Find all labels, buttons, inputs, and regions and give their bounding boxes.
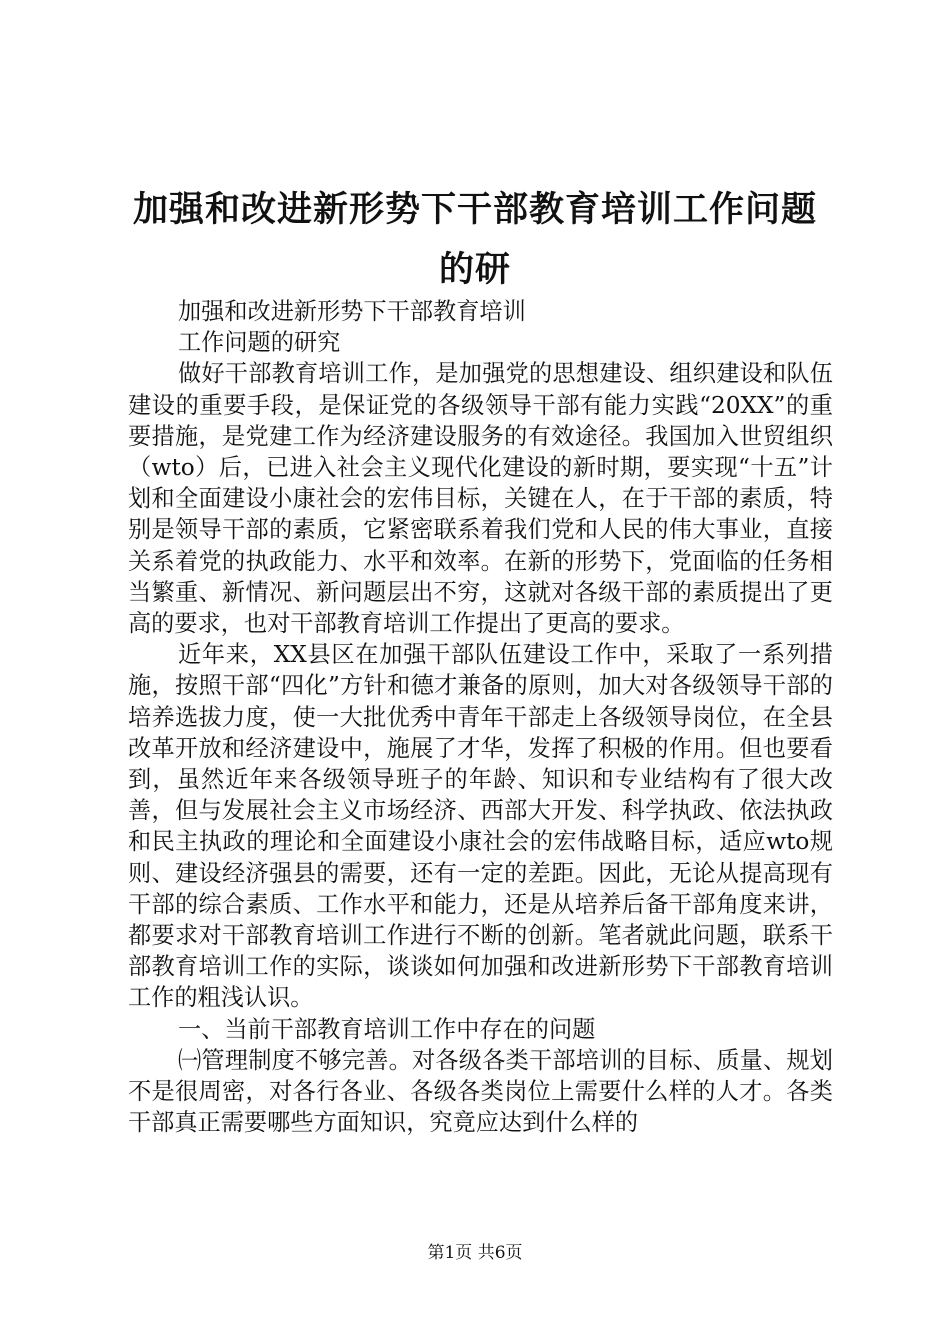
paragraph-subtitle-line-1: 加强和改进新形势下干部教育培训 bbox=[178, 298, 526, 325]
section-heading-problems: 一、当前干部教育培训工作中存在的问题 bbox=[178, 1015, 596, 1043]
document-title: 加强和改进新形势下干部教育培训工作问题的研 bbox=[132, 190, 817, 290]
document-body bbox=[128, 296, 833, 1138]
paragraph-intro: 做好干部教育培训工作，是加强党的思想建设、组织建设和队伍建设的重要手段，是保证党的各级领导干部有能力实践“20XX”的重要措施，是党建工作为经济建设服务的有效途径。我国加入世贸组织（wto）后，已进入社会主义现代化建设的新时期，要实现“十五”计划和全面建设小康社会的宏伟目标，关键在人，在于干部的素质，特别是领导干部的素质，它紧密联系着我们党和人民的伟大事业，直接关系着党的执政能力、水平和效率。在新的形势下，党面临的任务相当繁重、新情况、新问题层出不穷，这就对各级干部的素质提出了更高的要求，也对干部教育培训工作提出了更高的要求。 bbox=[128, 360, 833, 638]
paragraph-management-system: ㈠管理制度不够完善。对各级各类干部培训的目标、质量、规划不是很周密，对各行各业、各级各类岗位上需要什么样的人才。各类干部真正需要哪些方面知识，究竟应达到什么样的 bbox=[128, 1046, 833, 1137]
paragraph-background: 近年来，XX县区在加强干部队伍建设工作中，采取了一系列措施，按照干部“四化”方针和德才兼备的原则，加大对各级领导干部的培养选拔力度，使一大批优秀中青年干部走上各级领导岗位，在全县改革开放和经济建设中，施展了才华，发挥了积极的作用。但也要看到，虽然近年来各级领导班子的年龄、知识和专业结构有了很大改善，但与发展社会主义市场经济、西部大开发、科学执政、依法执政和民主执政的理论和全面建设小康社会的宏伟战略目标，适应wto规则、建设经济强县的需要，还有一定的差距。因此，无论从提高现有干部的综合素质、工作水平和能力，还是从培养后备干部角度来讲，都要求对干部教育培训工作进行不断的创新。笔者就此问题，联系干部教育培训工作的实际，谈谈如何加强和改进新形势下干部教育培训工作的粗浅认识。 bbox=[128, 641, 833, 1012]
paragraph-subtitle-line-2: 工作问题的研究 bbox=[178, 329, 341, 357]
page-footer: 第1页 共6页 bbox=[427, 1243, 523, 1263]
